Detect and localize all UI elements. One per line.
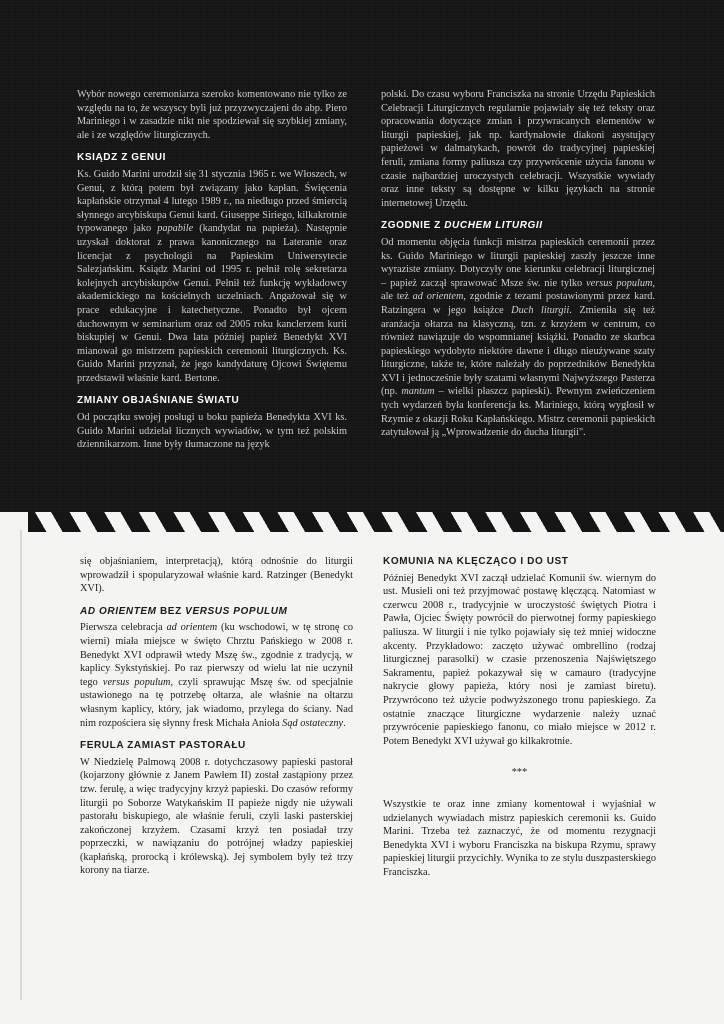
closing-paragraph: Wszystkie te oraz inne zmiany komentował i wyjaśniał w udzielanych wywiadach mistrz papieskich ceremonii ks. Guido Marini. Trzeba też zaznaczyć, że od momentu rezygnacji Benedykta XVI i wyboru Franciszka na biskupa Rzymu, sprawy papieskiej liturgii przycichły. Wynika to ze stylu duszpasterskiego Franciszka. xyxy=(383,798,656,878)
ferula-paragraph: W Niedzielę Palmową 2008 r. dotychczasowy papieski pastorał (kojarzony głównie z Janem Pawłem II) został zastąpiony przez tzw. ferulę, a więc tradycyjny krzyż papieski. Do czasów reformy liturgii po Soborze Watykańskim II papieże nigdy nie używali pastorału biskupiego, ale właśnie feruli, czyli laski pasterskiej zakończonej krzyżem. Czasami krzyż ten posiadał trzy poprzeczki, w nawiązaniu do potrójnej władzy papieskiej (kapłańską, prorocką i królewską). Jej symbolem były też trzy korony na tiarze. xyxy=(80,756,353,877)
liturgy-changes-paragraph: Od momentu objęcia funkcji mistrza papieskich ceremonii przez ks. Guido Mariniego w liturgii papieskiej zaszły jeszcze inne wyraziste zmiany. Dotyczyły one kierunku celebracji liturgicznej – papież zaczął sprawować Msze św. nie tylko versus populum, ale też ad orientem, zgodnie z tezami postawionymi przez kard. Ratzingera w jego książce Duch liturgii. Zmieniła się też aranżacja ołtarza na klasyczną, tzn. z krzyżem w centrum, co również nawiązuje do wspomnianej książki. Ponadto ze skarbca papieskiego wydobyto niektóre dawne i długo nieużywane szaty liturgiczne, także te, które należały do poprzedników Benedykta XVI i jednocześnie były szatami własnymi Najwyższego Pasterza (np. mantum – wielki płaszcz papieski). Pewnym zwieńczeniem tych wydarzeń była konferencja ks. Mariniego, którą wygłosił w Rzymie z okazji Roku Kapłańskiego. Mistrz ceremonii papieskich zatytułował ją „Wprowadzenie do ducha liturgii". xyxy=(381,236,656,439)
bottom-right-column xyxy=(383,555,656,879)
heading-ad-orientem: AD ORIENTEM BEZ VERSUS POPULUM xyxy=(80,605,288,617)
top-right-column xyxy=(381,88,655,440)
office-paragraph: polski. Do czasu wyboru Franciszka na stronie Urzędu Papieskich Celebracji Liturgicznych regularnie pojawiały się też teksty oraz opracowania dotyczące zmian i przywracanych elementów w liturgii papieskiej, jak np. kardynałowie diakoni asystujący papieżowi w dalmatykach, powrót do tradycyjnej papieskiej feruli, zmiana formy paliusza czy przywrócenie użycia fanonu w czasie najbardziej uroczystych celebracji. Wszystkie wywiady oraz inne teksty są dostępne w kilku językach na stronie internetowej Urzędu. xyxy=(381,89,655,209)
heading-komunia: KOMUNIA NA KLĘCZĄCO I DO UST xyxy=(383,556,569,567)
top-left-column xyxy=(77,88,347,452)
stripe-mask xyxy=(0,512,28,532)
komunia-paragraph: Później Benedykt XVI zaczął udzielać Komunii św. wiernym do ust. Musieli oni też przyjmować postawę klęczącą. Natomiast w czerwcu 2008 r., tradycyjnie w uroczystość świętych Piotra i Pawła, Ojciec Święty powrócił do pierwotnej formy papieskiego paliusza. W liturgii i nie tylko pojawiały się też mniej widoczne akcenty. Przykładowo: zaczęto używać ombrellino (rodzaj liturgicznej parasolki) w czasie przenoszenia Najświętszego Sakramentu, papież pokazywał się w camauro (tradycyjne nakrycie głowy papieża, który nosi je zamiast biretu). Przywrócono też użycie podwyższonego tronu papieskiego. Za ostatnie znaczące liturgiczne wydarzenie należy uznać przywrócenie papieskiego fanonu, co miało miejsce w 2012 r. Potem Benedykt XVI używał go kilkakrotnie. xyxy=(383,572,656,747)
ad-orientem-paragraph: Pierwsza celebracja ad orientem (ku wschodowi, w tę stronę co wierni) miała miejsce w święto Chrztu Pańskiego w 2008 r. Benedykt XVI odprawił wtedy Mszę św., zgodnie z tradycją, w kaplicy Sykstyńskiej. Po raz pierwszy od wielu lat nie uczynił tego versus populum, czyli sprawując Mszę św. od specjalnie ustawionego na tę potrzebę ołtarza, ale właśnie na ołtarzu własnym kaplicy, który, jak wiadomo, przylega do ściany. Nad nim rozpościera się słynny fresk Michała Anioła Sąd ostateczny. xyxy=(80,622,354,729)
heading-ksiadz-z-genui: KSIĄDZ Z GENUI xyxy=(77,152,166,164)
heading-zmiany-objasniane: ZMIANY OBJAŚNIANE ŚWIATU xyxy=(77,395,240,407)
interviews-paragraph: Od początku swojej posługi u boku papieża Benedykta XVI ks. Guido Marini udzielał licznych wywiadów, w tym też polskim dziennikarzom. Inne były tłumaczone na język xyxy=(77,412,347,451)
paper-fold-shadow xyxy=(20,530,22,1000)
bottom-left-column xyxy=(80,555,353,878)
intro-paragraph: Wybór nowego ceremoniarza szeroko komentowano nie tylko ze względu na to, że wszyscy byli już przyzwyczajeni do abp. Piero Mariniego i w zasadzie nikt nie spodziewał się szybkiej zmiany, ale i ze względów liturgicznych. xyxy=(77,89,347,141)
heading-ferula: FERULA ZAMIAST PASTORAŁU xyxy=(80,740,246,752)
diagonal-stripe-border xyxy=(28,512,724,532)
biography-paragraph: Ks. Guido Marini urodził się 31 stycznia 1965 r. we Włoszech, w Genui, z którą potem był związany jako kapłan. Święcenia kapłańskie otrzymał 4 lutego 1989 r., na niedługo przed śmiercią słynnego arcybiskupa Genui kard. Giuseppe Siriego, kilkakrotnie typowanego jako papabile (kandydat na papieża). Następnie uzyskał doktorat z prawa kanonicznego na Lateranie oraz licencjat z psychologii na Papieskim Uniwersytecie Salezjańskim. Ksiądz Marini od 1995 r. pełnił rolę sekretarza kolejnych arcybiskupów Genui. Pełnił też funkcję wykładowcy akademickiego na kościelnych uczelniach. Angażował się w prace edukacyjne i katechetyczne. Ponadto był ojcem duchownym w seminarium oraz od 2005 roku kanclerzem kurii biskupiej w Genui. Dwa lata później papież Benedykt XVI mianował go mistrzem papieskich ceremonii liturgicznych. Ks. Guido Marini przyznał, że jego kandydaturę Ojcowi Świętemu przedstawił właśnie kard. Bertone. xyxy=(77,168,347,384)
continuation-paragraph: się objaśnianiem, interpretacją), którą odnośnie do liturgii wprowadził i spopularyzował właśnie kard. Ratzinger (Benedykt XVI). xyxy=(80,556,353,595)
heading-zgodnie-z-duchem: ZGODNIE Z DUCHEM LITURGII xyxy=(381,220,543,232)
section-separator: *** xyxy=(511,767,528,779)
